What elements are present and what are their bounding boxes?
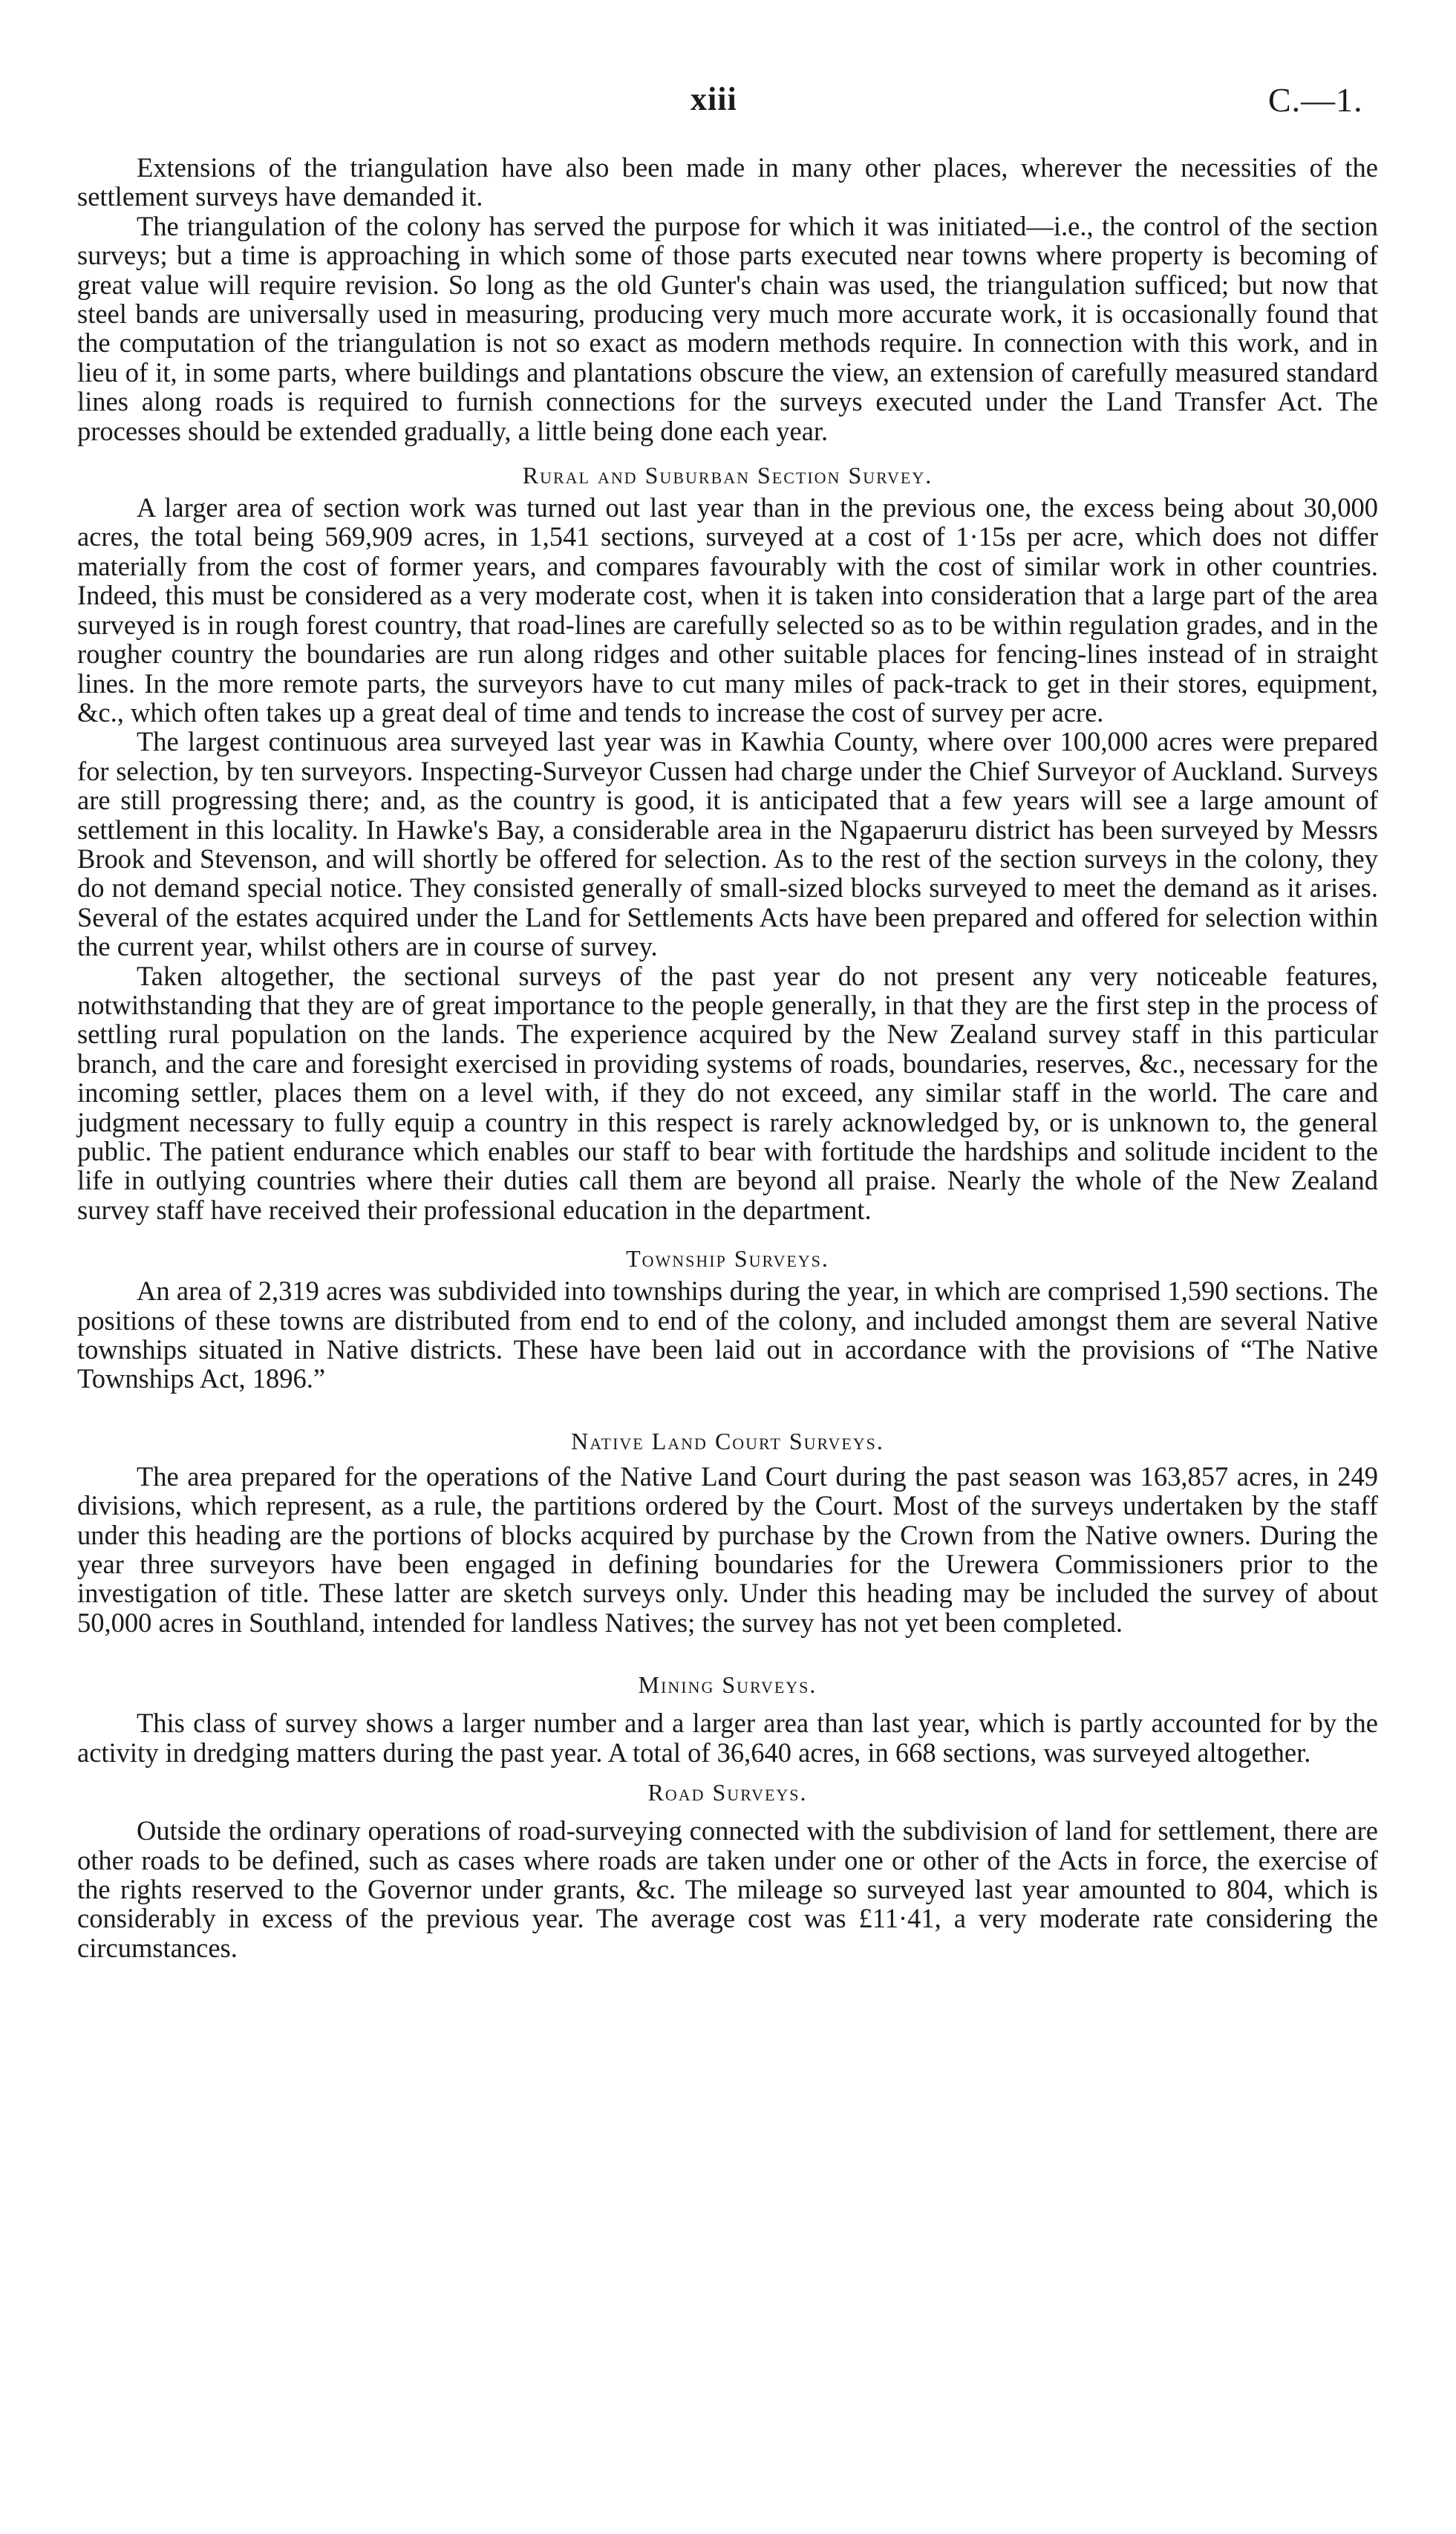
document-body [77,153,1378,1962]
section-heading-township: Township Surveys. [626,1245,829,1273]
mining-paragraph-1: This class of survey shows a larger number and a larger area than last year, which is partly accounted for by the activity in dredging matters during the past year. A total of 36,640 acres, in 668 sections, was surveyed altogether. [77,1708,1378,1768]
section-heading-native-land-court: Native Land Court Surveys. [571,1427,884,1454]
document-code: C.—1. [1268,81,1363,119]
section-heading-road: Road Surveys. [647,1779,808,1806]
native-paragraph-1: The area prepared for the operations of the Native Land Court during the past season was 163,857 acres, in 249 divisions, which represent, as a rule, the partitions ordered by the Court. Most of the surveys undertaken by the staff under this heading are the portions of blocks acquired by purchase by the Crown from the Native owners. During the year three surveyors have been engaged in defining boundaries for the Urewera Commissioners prior to the investigation of title. These latter are sketch surveys only. Under this heading may be included the survey of about 50,000 acres in Southland, intended for landless Natives; the survey has not yet been completed. [77,1460,1378,1638]
rural-paragraph-3: Taken altogether, the sectional surveys of the past year do not present any very noticeable features, notwithstanding that they are of great importance to the people generally, in that they are the first step in the process of settling rural population on the lands. The experience acquired by the New Zealand survey staff in this particular branch, and the care and foresight exercised in providing systems of roads, boundaries, reserves, &c., necessary for the incoming settler, places them on a level with, if they do not exceed, any similar staff in the world. The care and judgment necessary to fully equip a country in this respect is rarely acknowledged by, or is unknown to, the general public. The patient endurance which enables our staff to bear with fortitude the hardships and solitude incident to the life in outlying countries where their duties call them are beyond all praise. Nearly the whole of the New Zealand survey staff have received their professional education in the department. [77,960,1378,1225]
section-heading-rural: Rural and Suburban Section Survey. [522,462,933,489]
page-number: xiii [691,81,737,117]
intro-paragraph-2: The triangulation of the colony has served the purpose for which it was initiated—i.e., the control of the section surveys; but a time is approaching in which some of those parts executed near towns where property is becoming of great value will require revision. So long as the old Gunter's chain was used, the triangulation sufficed; but now that steel bands are universally used in measuring, producing very much more accurate work, it is occasionally found that the computation of the triangulation is not so exact as modern methods require. In connection with this work, and in lieu of it, in some parts, where buildings and plantations obscure the view, an extension of carefully measured standard lines along roads is required to furnish connections for the surveys executed under the Land Transfer Act. The processes should be extended gradually, a little being done each year. [77,210,1378,446]
page-header [0,80,1456,125]
road-paragraph-1: Outside the ordinary operations of road-surveying connected with the subdivision of land for settlement, there are other roads to be defined, such as cases where roads are taken under one or other of the Acts in force, the exercise of the rights reserved to the Governor under grants, &c. The mileage so surveyed last year amounted to 804, which is considerably in excess of the previous year. The average cost was £11·41, a very moderate rate considering the circumstances. [77,1815,1378,1963]
intro-paragraph-1: Extensions of the triangulation have also been made in many other places, wherever the necessities of the settlement surveys have demanded it. [77,152,1378,212]
rural-paragraph-2: The largest continuous area surveyed last year was in Kawhia County, where over 100,000 acres were prepared for selection, by ten surveyors. Inspecting-Surveyor Cussen had charge under the Chief Surveyor of Auckland. Surveys are still progressing there; and, as the country is good, it is anticipated that a few years will see a large amount of settlement in this locality. In Hawke's Bay, a considerable area in the Ngapaeruru district has been surveyed by Messrs Brook and Stevenson, and will shortly be offered for selection. As to the rest of the section surveys in the colony, they do not demand special notice. They consisted generally of small-sized blocks surveyed to meet the demand as it arises. Several of the estates acquired under the Land for Settlements Acts have been prepared and offered for selection within the current year, whilst others are in course of survey. [77,726,1378,962]
township-paragraph-1: An area of 2,319 acres was subdivided into townships during the year, in which are comprised 1,590 sections. The positions of these towns are distributed from end to end of the colony, and included amongst them are several Native townships situated in Native districts. These have been laid out in accordance with the provisions of “The Native Townships Act, 1896.” [77,1276,1378,1394]
rural-paragraph-1: A larger area of section work was turned out last year than in the previous one, the excess being about 30,000 acres, the total being 569,909 acres, in 1,541 sections, surveyed at a cost of 1·15s per acre, which does not differ materially from the cost of former years, and compares favourably with the cost of similar work in other countries. Indeed, this must be considered as a very moderate cost, when it is taken into consideration that a large part of the area surveyed is in rough forest country, that road-lines are carefully selected so as to be within regulation grades, and in the rougher country the boundaries are run along ridges and other suitable places for fencing-lines instead of in straight lines. In the more remote parts, the surveyors have to cut many miles of pack-track to get in their stores, equipment, &c., which often takes up a great deal of time and tends to increase the cost of survey per acre. [77,492,1378,728]
section-heading-mining: Mining Surveys. [638,1671,817,1699]
